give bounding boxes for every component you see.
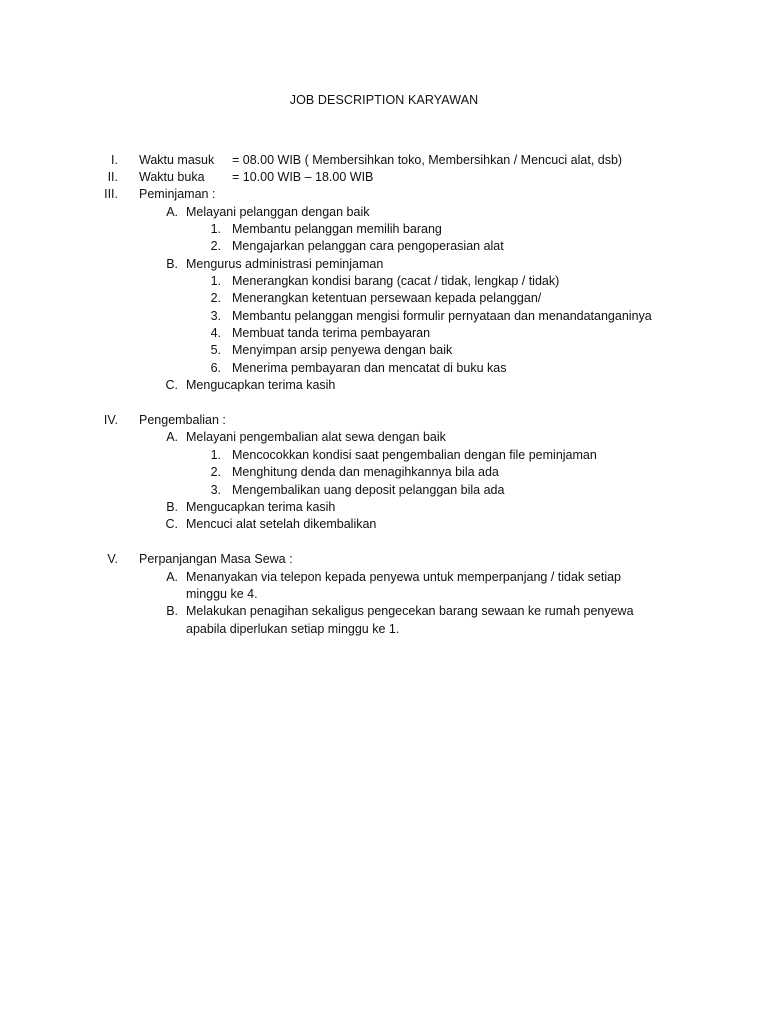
- list-subitem: Membantu pelanggan mengisi formulir pernyataan dan menandatanganinya: [232, 309, 652, 323]
- list-subitem: Menghitung denda dan menagihkannya bila ada: [232, 465, 499, 479]
- section-numeral: IV.: [103, 413, 118, 427]
- list-item: Menanyakan via telepon kepada penyewa untuk memperpanjang / tidak setiap: [186, 570, 622, 584]
- item-marker: B.: [166, 500, 178, 514]
- subitem-marker: 1.: [210, 222, 221, 236]
- list-item: Melayani pengembalian alat sewa dengan baik: [186, 430, 446, 444]
- item-marker: B.: [166, 257, 178, 271]
- section-numeral: I.: [111, 153, 118, 167]
- section-numeral: V.: [107, 552, 118, 566]
- list-item: Mengucapkan terima kasih: [186, 378, 336, 392]
- subitem-marker: 1.: [210, 274, 221, 288]
- list-subitem: Menerangkan ketentuan persewaan kepada pelanggan/: [232, 291, 542, 305]
- list-item-continuation: minggu ke 4.: [186, 587, 258, 601]
- section-numeral: III.: [104, 187, 118, 201]
- subitem-marker: 3.: [210, 309, 221, 323]
- subitem-marker: 1.: [210, 448, 221, 462]
- section-heading: Peminjaman :: [139, 187, 216, 201]
- item-marker: C.: [165, 378, 178, 392]
- list-item: Mengurus administrasi peminjaman: [186, 257, 384, 271]
- section-heading: Pengembalian :: [139, 413, 226, 427]
- subitem-marker: 4.: [210, 326, 221, 340]
- item-marker: B.: [166, 604, 178, 618]
- subitem-marker: 3.: [210, 483, 221, 497]
- page-title: JOB DESCRIPTION KARYAWAN: [289, 93, 479, 107]
- list-item: Melayani pelanggan dengan baik: [186, 205, 370, 219]
- list-subitem: Menerangkan kondisi barang (cacat / tidak, lengkap / tidak): [232, 274, 560, 288]
- subitem-marker: 5.: [210, 343, 221, 357]
- list-item-continuation: apabila diperlukan setiap minggu ke 1.: [186, 622, 400, 636]
- list-subitem: Mencocokkan kondisi saat pengembalian dengan file peminjaman: [232, 448, 597, 462]
- list-subitem: Membantu pelanggan memilih barang: [232, 222, 442, 236]
- subitem-marker: 6.: [210, 361, 221, 375]
- subitem-marker: 2.: [210, 465, 221, 479]
- section-label: Waktu buka: [139, 170, 205, 184]
- section-heading: Perpanjangan Masa Sewa :: [139, 552, 293, 566]
- list-subitem: Mengembalikan uang deposit pelanggan bila ada: [232, 483, 505, 497]
- section-numeral: II.: [107, 170, 118, 184]
- section-value: = 08.00 WIB ( Membersihkan toko, Membersihkan / Mencuci alat, dsb): [232, 153, 623, 167]
- list-item: Mencuci alat setelah dikembalikan: [186, 517, 377, 531]
- list-item: Melakukan penagihan sekaligus pengecekan barang sewaan ke rumah penyewa: [186, 604, 634, 618]
- item-marker: A.: [166, 205, 178, 219]
- item-marker: C.: [165, 517, 178, 531]
- subitem-marker: 2.: [210, 239, 221, 253]
- list-item: Mengucapkan terima kasih: [186, 500, 336, 514]
- list-subitem: Membuat tanda terima pembayaran: [232, 326, 431, 340]
- section-value: = 10.00 WIB – 18.00 WIB: [232, 170, 374, 184]
- list-subitem: Menerima pembayaran dan mencatat di buku kas: [232, 361, 507, 375]
- list-subitem: Mengajarkan pelanggan cara pengoperasian alat: [232, 239, 504, 253]
- section-label: Waktu masuk: [139, 153, 215, 167]
- list-subitem: Menyimpan arsip penyewa dengan baik: [232, 343, 453, 357]
- item-marker: A.: [166, 430, 178, 444]
- item-marker: A.: [166, 570, 178, 584]
- subitem-marker: 2.: [210, 291, 221, 305]
